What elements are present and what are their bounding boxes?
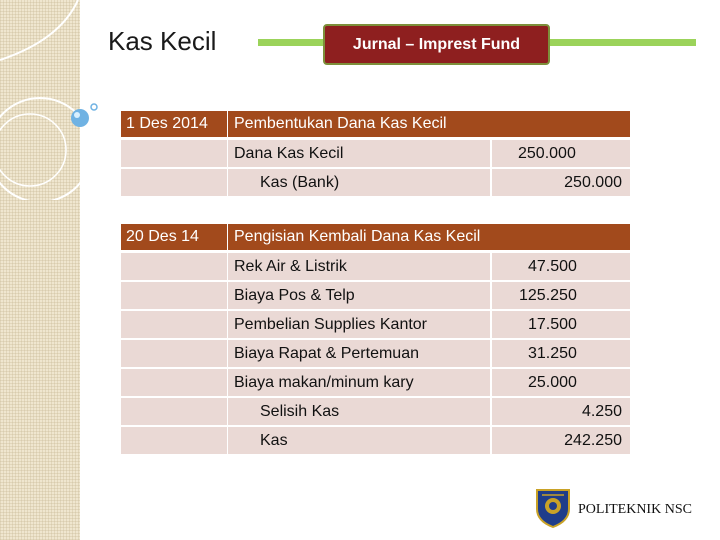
entry2-row1-debit: 47.500	[492, 253, 630, 280]
entry2-row7-credit: 242.250	[492, 427, 630, 454]
journal-type-badge: Jurnal – Imprest Fund	[323, 24, 550, 65]
entry2-row4-date-cell	[121, 340, 227, 367]
entry2-row2-debit: 125.250	[492, 282, 630, 309]
footer-org-name: POLITEKNIK NSC	[578, 502, 692, 517]
entry2-row5-debit: 25.000	[492, 369, 630, 396]
entry2-row4-account: Biaya Rapat & Pertemuan	[228, 340, 490, 367]
entry2-row3-account: Pembelian Supplies Kantor	[228, 311, 490, 338]
entry2-row3-date-cell	[121, 311, 227, 338]
entry2-row4-debit: 31.250	[492, 340, 630, 367]
entry1-row1-account: Dana Kas Kecil	[228, 140, 490, 167]
slide-title: Kas Kecil	[108, 26, 217, 56]
entry2-row6-credit: 4.250	[492, 398, 630, 425]
entry2-row7-date-cell	[121, 427, 227, 454]
entry2-row3-debit: 17.500	[492, 311, 630, 338]
entry1-header: Pembentukan Dana Kas Kecil	[228, 111, 630, 137]
entry2-row5-account: Biaya makan/minum kary	[228, 369, 490, 396]
entry1-row2-account: Kas (Bank)	[228, 169, 490, 196]
entry1-row2-credit: 250.000	[492, 169, 630, 196]
entry1-row2-date-cell	[121, 169, 227, 196]
entry1-date: 1 Des 2014	[121, 111, 227, 137]
entry2-row1-date-cell	[121, 253, 227, 280]
entry2-row2-date-cell	[121, 282, 227, 309]
entry2-row2-account: Biaya Pos & Telp	[228, 282, 490, 309]
entry2-row7-account: Kas	[228, 427, 490, 454]
entry1-row1-debit: 250.000	[492, 140, 630, 167]
entry2-row1-account: Rek Air & Listrik	[228, 253, 490, 280]
entry2-row5-date-cell	[121, 369, 227, 396]
entry1-row1-date-cell	[121, 140, 227, 167]
entry2-date: 20 Des 14	[121, 224, 227, 250]
entry2-header: Pengisian Kembali Dana Kas Kecil	[228, 224, 630, 250]
entry2-row6-account: Selisih Kas	[228, 398, 490, 425]
politeknik-logo-icon	[534, 487, 572, 529]
entry2-row6-date-cell	[121, 398, 227, 425]
